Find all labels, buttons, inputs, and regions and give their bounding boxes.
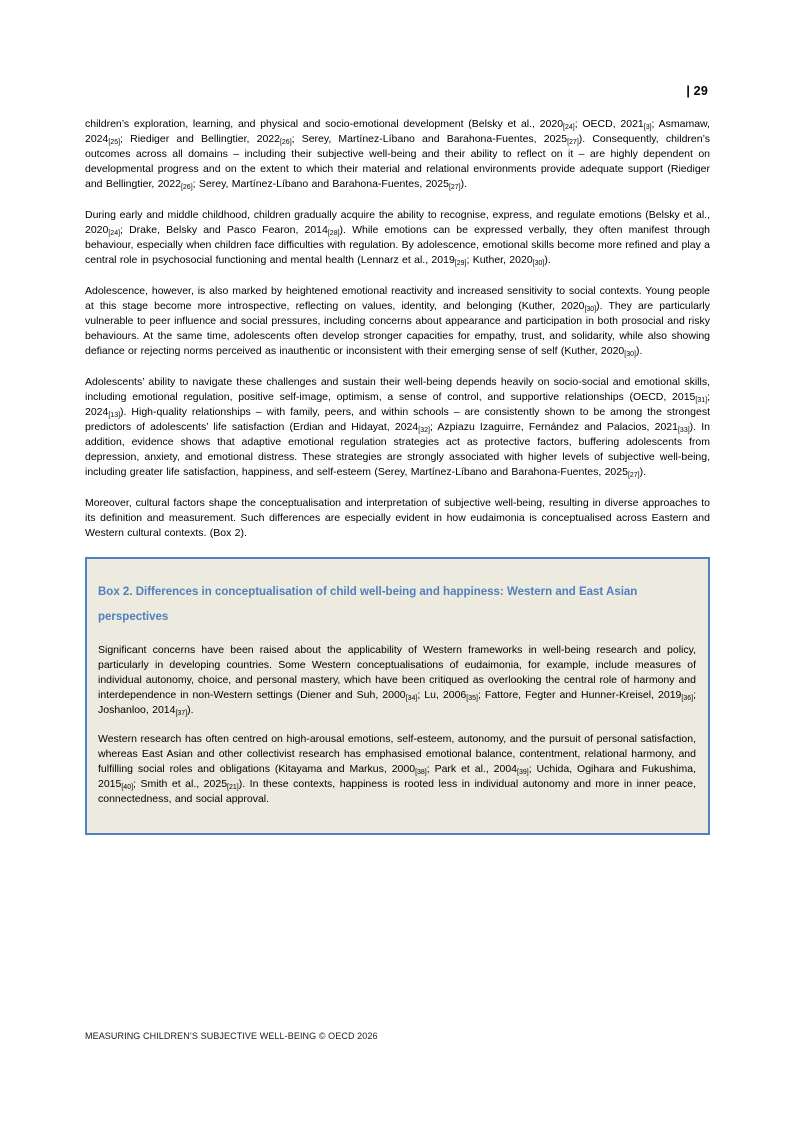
paragraph-3: Adolescence, however, is also marked by heightened emotional reactivity and increased sensitivity to social contexts. Young people at this stage become more introspective, reflecting on values, identity, and belonging (Kuther, $2020_{[30]}$). They are particularly vulnerable to peer influence and social pressures, including concerns about appearance and participation in both prosocial and risky behaviours. At the same time, adolescents often develop stronger capacities for empathy, trust, and solidarity, while also showing defiance or rejecting norms perceived as inauthentic or inconsistent with their emerging sense of self (Kuther, $2020_{[30]}$). (85, 285, 710, 358)
paragraph-5: Moreover, cultural factors shape the conceptualisation and interpretation of subjective well-being, resulting in diverse approaches to its definition and measurement. Such differences are especially evident in how eudaimonia is conceptualised across Eastern and Western cultural contexts. (Box 2). (85, 497, 710, 539)
paragraph-2: During early and middle childhood, children gradually acquire the ability to recognise, express, and regulate emotions (Belsky et al., $2020_{[24]}$; Drake, Belsky and Pasco Fearon, $2014_{[28]}$). While emotions can be expressed verbally, they often manifest through behaviour, especially when children face difficulties with regulation. By adolescence, emotional skills become more refined and play a central role in psychosocial functioning and mental health (Lennarz et al., $2019_{[29]}$; Kuther, $2020_{[30]}$). (85, 209, 711, 267)
paragraph-1: children’s exploration, learning, and physical and socio-emotional development (Belsky et al., $2020_{[24]}$; OECD, $2021_{[3]}$; Asmamaw, $2024_{[25]}$; Riediger and Bellingtier, $2022_{[26]}$; Serey, Martínez-Líbano and Barahona-Fuentes, $2025_{[27]}$). Consequently, children’s outcomes across all domains – including their subjective well-being and their ability to reflect on it – are highly dependent on developmental progress and on the extent to which their material and relational environments provide adequate support (Riediger and Bellingtier, $2022_{[26]}$; Serey, Martínez-Líbano and Barahona-Fuentes, $2025_{[27]}$). (85, 118, 710, 191)
paragraph-4: Adolescents’ ability to navigate these challenges and sustain their well-being depends heavily on socio-social and emotional skills, including emotional regulation, positive self-image, optimism, a sense of control, and supportive relationships (OECD, $2015_{[31]}$; $2024_{[13]}$). High-quality relationships – with family, peers, and within schools – are consistently shown to be among the strongest predictors of adolescents’ life satisfaction (Erdian and Hidayat, $2024_{[32]}$; Azpiazu Izaguirre, Fernández and Palacios, $2021_{[33]}$). In addition, evidence shows that adaptive emotional regulation strategies act as protective factors, buffering adolescents from depression, anxiety, and emotional distress. These strategies are strongly associated with higher levels of subjective well-being, including greater life satisfaction, happiness, and self-esteem (Serey, Martínez-Líbano and Barahona-Fuentes, $2025_{[27]}$). (85, 376, 710, 479)
page-footer: MEASURING CHILDREN’S SUBJECTIVE WELL-BEING © OECD 2026 (85, 1031, 378, 1041)
page-content (85, 117, 710, 835)
box-2-title: Box 2. Differences in conceptualisation of child well-being and happiness: Western and East Asian perspectives (98, 586, 638, 623)
page-number: | 29 (686, 84, 708, 98)
box-2-paragraph-1: Significant concerns have been raised about the applicability of Western frameworks in well-being research and policy, particularly in developing countries. Some Western conceptualisations of eudaimonia, for example, include measures of individual autonomy, choice, and personal mastery, which have been critiqued as overlooking the central role of harmony and interdependence in non-Western settings (Diener and Suh, $2000_{[34]}$; Lu, $2006_{[35]}$; Fattore, Fegter and Hunner-Kreisel, $2019_{[36]}$; Joshanloo, $2014_{[37]}$). (98, 644, 696, 717)
box-2-paragraph-2: Western research has often centred on high-arousal emotions, self-esteem, autonomy, and the pursuit of personal satisfaction, whereas East Asian and other collectivist research has emphasised emotional balance, contentment, relational harmony, and fulfilling social roles and obligations (Kitayama and Markus, $2000_{[38]}$; Park et al., $2004_{[39]}$; Uchida, Ogihara and Fukushima, $2015_{[40]}$; Smith et al., $2025_{[21]}$). In these contexts, happiness is rooted less in individual autonomy and more in inner peace, connectedness, and social approval. (98, 733, 696, 805)
box-2-callout (85, 557, 710, 835)
